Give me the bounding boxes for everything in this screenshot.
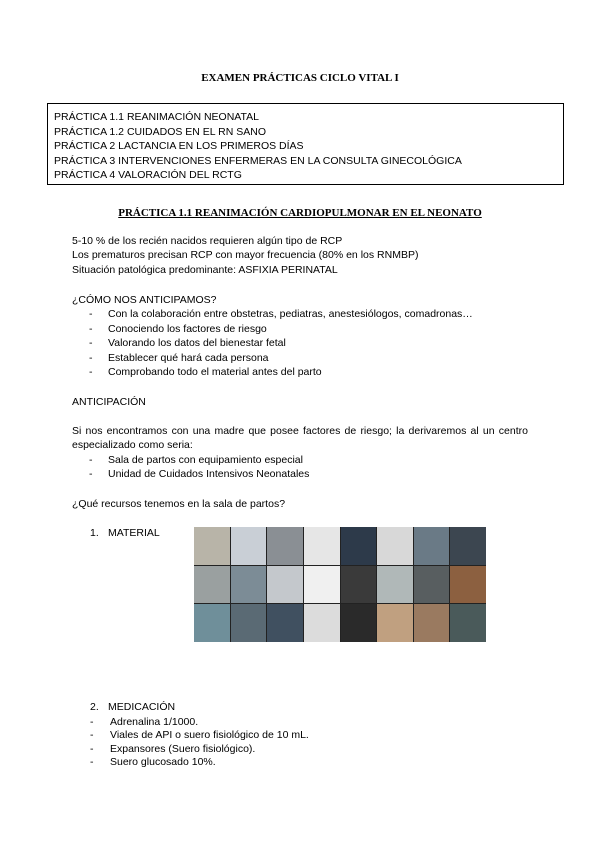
medication-list	[90, 716, 490, 770]
equipment-photo-tile	[450, 604, 486, 642]
document-title: EXAMEN PRÁCTICAS CICLO VITAL I	[201, 72, 399, 84]
equipment-photo-tile	[194, 527, 230, 565]
practice-item: PRÁCTICA 3 INTERVENCIONES ENFERMERAS EN LA CONSULTA GINECOLÓGICA	[54, 154, 462, 167]
equipment-photo-tile	[267, 527, 303, 565]
practice-item: PRÁCTICA 4 VALORACIÓN DEL RCTG	[54, 169, 242, 182]
equipment-photo-tile	[304, 527, 340, 565]
list-item: - Unidad de Cuidados Intensivos Neonatales	[72, 467, 528, 481]
anticipation-heading: ANTICIPACIÓN	[72, 396, 146, 408]
equipment-photo-tile	[341, 527, 377, 565]
anticipation-text: Si nos encontramos con una madre que posee factores de riesgo; la derivaremos al un centro especializado como seria:	[72, 425, 528, 452]
anticipation-block	[72, 424, 528, 482]
equipment-photo-tile	[341, 604, 377, 642]
equipment-photo-tile	[231, 566, 267, 604]
list-item: - Establecer qué hará cada persona	[72, 351, 532, 365]
intro-block	[72, 234, 532, 277]
list-item: - Con la colaboración entre obstetras, pediatras, anestesiólogos, comadronas…	[72, 307, 532, 321]
equipment-photo-tile	[194, 604, 230, 642]
intro-line: Situación patológica predominante: ASFIXIA PERINATAL	[72, 263, 338, 276]
equipment-photo-tile	[304, 604, 340, 642]
resources-question: ¿Qué recursos tenemos en la sala de partos?	[72, 498, 286, 510]
practice-item: PRÁCTICA 1.2 CUIDADOS EN EL RN SANO	[54, 125, 266, 138]
practice-item: PRÁCTICA 1.1 REANIMACIÓN NEONATAL	[54, 111, 259, 123]
practice-item: PRÁCTICA 2 LACTANCIA EN LOS PRIMEROS DÍAS	[54, 140, 304, 153]
equipment-photo-tile	[414, 527, 450, 565]
equipment-photo-tile	[231, 527, 267, 565]
equipment-photo-tile	[414, 604, 450, 642]
list-item: - Sala de partos con equipamiento especial	[72, 453, 528, 467]
intro-line: 5-10 % de los recién nacidos requieren algún tipo de RCP	[72, 235, 343, 247]
equipment-photo-tile	[267, 566, 303, 604]
equipment-photo-tile	[414, 566, 450, 604]
equipment-photo-tile	[377, 566, 413, 604]
equipment-photo-tile	[267, 604, 303, 642]
list-item: - Conociendo los factores de riesgo	[72, 322, 532, 336]
intro-line: Los prematuros precisan RCP con mayor frecuencia (80% en los RNMBP)	[72, 249, 419, 262]
equipment-photo-tile	[377, 604, 413, 642]
equipment-photo-tile	[450, 566, 486, 604]
practices-box	[47, 103, 564, 185]
list-item: - Comprobando todo el material antes del parto	[72, 365, 532, 379]
list-item: - Valorando los datos del bienestar fetal	[72, 336, 532, 350]
equipment-photo-tile	[194, 566, 230, 604]
list-item: - Expansores (Suero fisiológico).	[90, 743, 490, 756]
material-photo-collage	[194, 527, 486, 642]
equipment-photo-tile	[450, 527, 486, 565]
equipment-photo-tile	[304, 566, 340, 604]
equipment-photo-tile	[231, 604, 267, 642]
medication-heading: 2. MEDICACIÓN	[90, 701, 176, 713]
anticipate-heading: ¿CÓMO NOS ANTICIPAMOS?	[72, 294, 217, 306]
list-item: - Viales de API o suero fisiológico de 10 mL.	[90, 729, 490, 742]
equipment-photo-tile	[377, 527, 413, 565]
list-item: - Suero glucosado 10%.	[90, 756, 490, 769]
section-title: PRÁCTICA 1.1 REANIMACIÓN CARDIOPULMONAR EN EL NEONATO	[118, 207, 482, 219]
anticipate-block	[72, 293, 532, 379]
material-heading: 1. MATERIAL	[90, 527, 160, 539]
equipment-photo-tile	[341, 566, 377, 604]
list-item: - Adrenalina 1/1000.	[90, 716, 490, 729]
